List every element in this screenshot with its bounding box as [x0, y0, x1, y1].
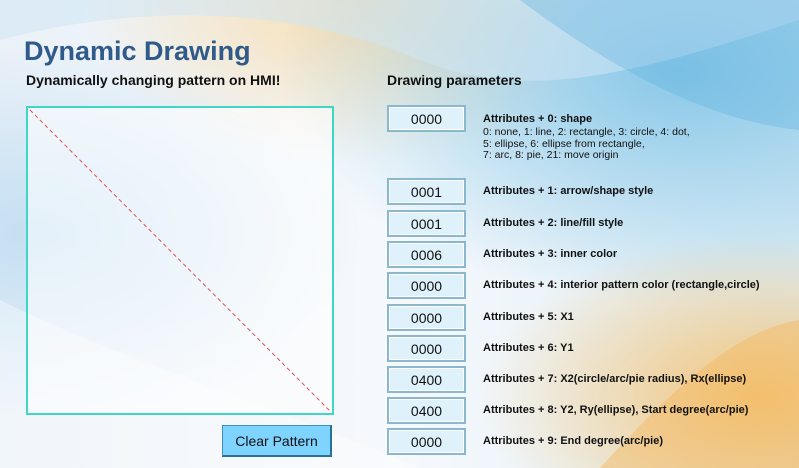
param-value-0[interactable]: 0000 [387, 105, 466, 132]
param-value-8[interactable]: 0400 [387, 397, 466, 424]
param-label-3: Attributes + 3: inner color [483, 248, 618, 260]
param-label-0: Attributes + 0: shape [483, 113, 593, 125]
param-value-9[interactable]: 0000 [387, 428, 466, 455]
page-subtitle: Dynamically changing pattern on HMI! [26, 72, 281, 88]
param-value-3[interactable]: 0006 [387, 241, 466, 268]
param-value-4[interactable]: 0000 [387, 272, 466, 299]
param-label-7: Attributes + 7: X2(circle/arc/pie radius), Rx(ellipse) [483, 373, 747, 385]
param-value-1[interactable]: 0001 [387, 178, 466, 205]
clear-pattern-button[interactable]: Clear Pattern [222, 425, 332, 457]
drawing-canvas[interactable] [26, 106, 334, 415]
param-label-9: Attributes + 9: End degree(arc/pie) [483, 435, 664, 447]
shape-desc-line-3: 7: arc, 8: pie, 21: move origin [483, 149, 619, 161]
param-label-2: Attributes + 2: line/fill style [483, 217, 624, 229]
drawing-svg [28, 108, 332, 413]
params-heading: Drawing parameters [387, 72, 522, 88]
shape-desc-line-2: 5: ellipse, 6: ellipse from rectangle, [483, 137, 645, 150]
param-label-5: Attributes + 5: X1 [483, 311, 574, 323]
param-label-4: Attributes + 4: interior pattern color (rectangle,circle) [483, 279, 760, 291]
param-value-6[interactable]: 0000 [387, 335, 466, 362]
param-label-8: Attributes + 8: Y2, Ry(ellipse), Start degree(arc/pie) [483, 404, 749, 416]
shape-desc-line-1: 0: none, 1: line, 2: rectangle, 3: circle, 4: dot, [483, 126, 690, 138]
param-value-5[interactable]: 0000 [387, 304, 466, 331]
param-value-7[interactable]: 0400 [387, 366, 466, 393]
param-label-6: Attributes + 6: Y1 [483, 342, 574, 354]
param-label-1: Attributes + 1: arrow/shape style [483, 185, 654, 197]
drawn-diagonal-line [30, 110, 330, 411]
page-title: Dynamic Drawing [24, 36, 251, 66]
param-value-2[interactable]: 0001 [387, 210, 466, 237]
shape-description [483, 127, 690, 162]
